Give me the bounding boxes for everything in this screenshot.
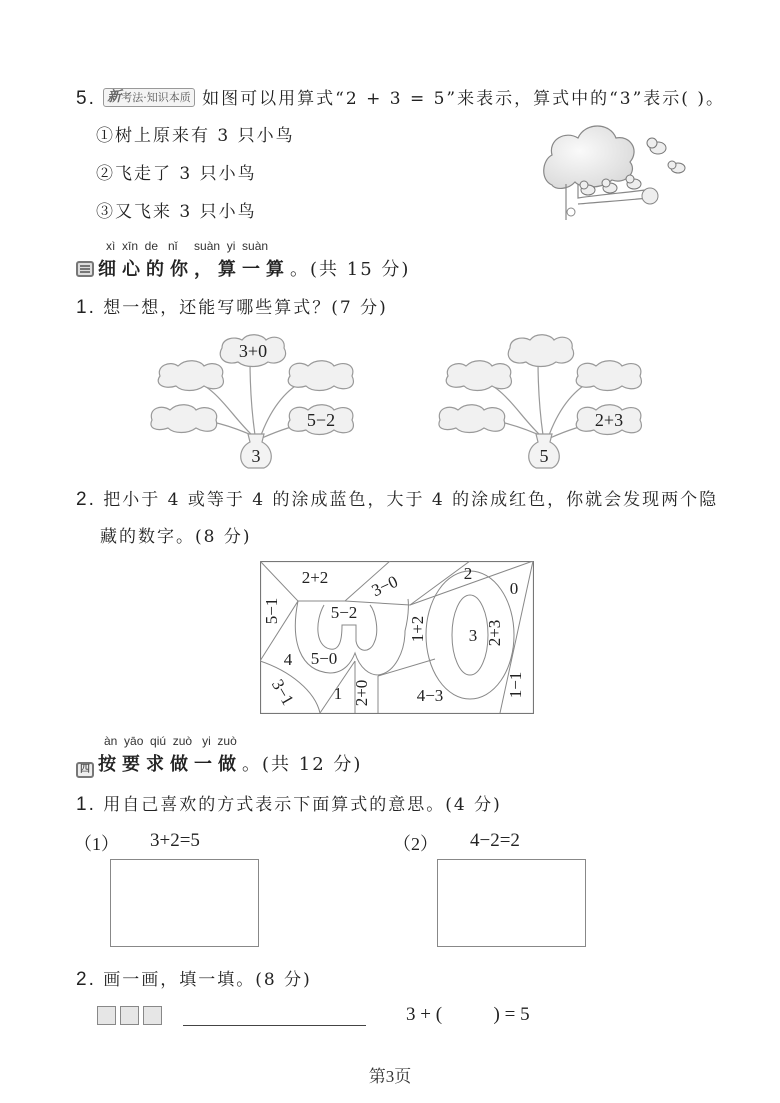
q5-text: 如图可以用算式“2 + 3 = 5”来表示，算式中的“3”表示( )。 (202, 89, 725, 109)
puzzle-cell: 3 (468, 626, 478, 645)
s3-q2-number: 2. (76, 489, 96, 510)
section-four-icon: 四 (76, 762, 94, 778)
cloud-label: 2+3 (594, 410, 624, 430)
s3-q2-question-line1 (76, 485, 718, 511)
section3-pinyin: xì xīn de nǐ suàn yi suàn (106, 239, 269, 253)
puzzle-cell: 5−0 (310, 649, 338, 668)
answer-box-1[interactable] (110, 859, 259, 947)
drawing-answer-line[interactable] (183, 1025, 366, 1026)
s4-q1-number: 1. (76, 794, 96, 815)
puzzle-cell: 4−3 (416, 686, 444, 705)
cloud-label: 5−2 (306, 410, 336, 430)
gray-square (120, 1006, 139, 1025)
vase-number: 5 (539, 446, 549, 466)
q5-option-2: ②飞走了 3 只小鸟 (96, 164, 257, 184)
tag-text: 考法·知识本质 (121, 91, 191, 104)
s3-q1-text: 想一想，还能写哪些算式？(7 分) (103, 298, 388, 318)
s3-q2-text-line1: 把小于 4 或等于 4 的涂成蓝色，大于 4 的涂成红色，你就会发现两个隐 (103, 490, 719, 510)
section3-title: 细心的你，算一算 (98, 259, 290, 280)
section4-pinyin: àn yāo qiú zuò yi zuò (104, 734, 237, 748)
q5-number: 5. (76, 88, 96, 109)
puzzle-cell: 2+3 (485, 619, 504, 647)
q5-option-1: ①树上原来有 3 只小鸟 (96, 126, 295, 146)
s3-q1-question (76, 293, 388, 319)
vase-number: 3 (251, 446, 261, 466)
puzzle-cell: 3−1 (267, 675, 298, 709)
s3-q2-question-line2: 藏的数字。(8 分) (100, 527, 252, 547)
section3-score: 。(共 15 分) (290, 259, 411, 280)
section-three-icon (76, 261, 94, 277)
puzzle-cell: 0 (509, 579, 519, 598)
q5-question (76, 84, 725, 110)
s4-q1-question (76, 790, 502, 816)
q5-option-3: ③又飞来 3 只小鸟 (96, 202, 257, 222)
puzzle-cell: 3−0 (368, 571, 401, 601)
s4-q1-text: 用自己喜欢的方式表示下面算式的意思。(4 分) (103, 795, 502, 815)
puzzle-cell: 1+2 (408, 615, 427, 643)
equation-right: ) = 5 (493, 1004, 530, 1025)
s4-q2-number: 2. (76, 969, 96, 990)
tag-prefix: 新 (107, 89, 122, 105)
puzzle-cell: 5−2 (330, 603, 358, 622)
s4-q2-question (76, 965, 312, 991)
section4-score: 。(共 12 分) (242, 754, 363, 775)
hidden-number-puzzle[interactable] (260, 561, 534, 714)
cloud-label: 3+0 (238, 341, 268, 361)
puzzle-cell: 1 (333, 684, 343, 703)
s3-q1-number: 1. (76, 297, 96, 318)
vase-diagram-2[interactable] (438, 330, 658, 470)
puzzle-cell: 1−1 (506, 671, 525, 699)
vase-diagram-1[interactable] (150, 330, 370, 470)
gray-square (143, 1006, 162, 1025)
square-row (97, 1006, 166, 1029)
puzzle-cell: 2 (463, 564, 473, 583)
s4-q1-item1-equation: 3+2=5 (150, 830, 200, 851)
s4-q1-item2-label: （2） (393, 834, 438, 854)
tree-birds-illustration (530, 110, 690, 225)
section4-title: 按要求做一做 (98, 754, 242, 775)
puzzle-cell: 5−1 (262, 597, 281, 625)
s4-q1-item1-label: （1） (74, 834, 119, 854)
s4-q2-text: 画一画，填一填。(8 分) (103, 970, 312, 990)
s4-q1-item2-equation: 4−2=2 (470, 830, 520, 851)
answer-box-2[interactable] (437, 859, 586, 947)
fill-equation (406, 1004, 530, 1026)
section4-heading (76, 750, 362, 778)
puzzle-cell: 2+0 (352, 679, 371, 707)
section3-heading (76, 255, 410, 281)
puzzle-cell: 4 (283, 650, 293, 669)
exam-tag (103, 88, 195, 107)
puzzle-cell: 2+2 (301, 568, 329, 587)
gray-square (97, 1006, 116, 1025)
page-number: 第3页 (368, 1067, 412, 1086)
equation-left: 3 + ( (406, 1004, 443, 1025)
